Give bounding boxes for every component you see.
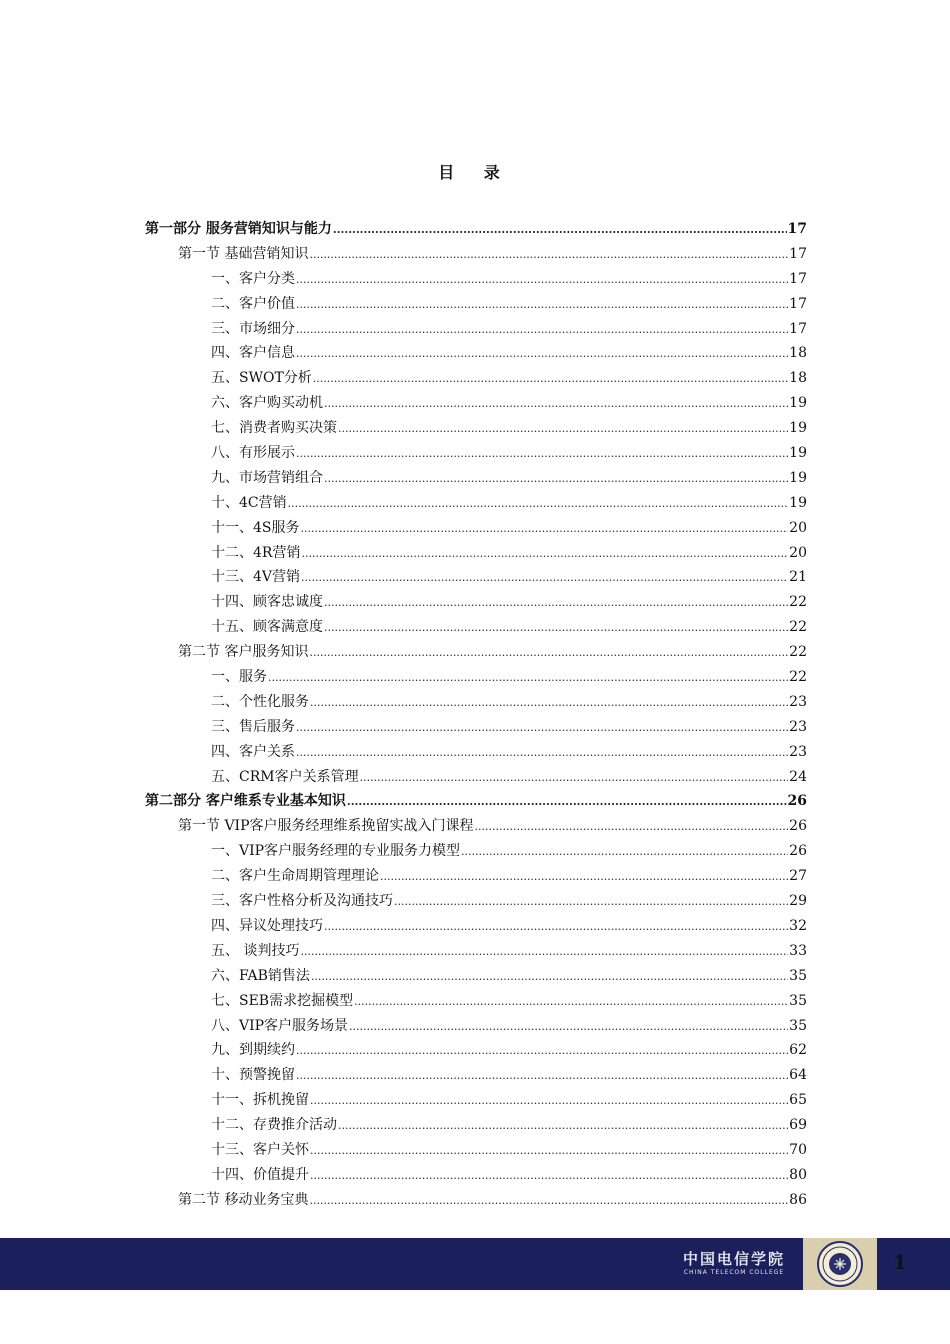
- toc-entry-page: 32: [789, 917, 807, 934]
- toc-entry[interactable]: [145, 640, 807, 665]
- toc-leader-dots: [338, 1114, 788, 1139]
- toc-entry[interactable]: [145, 665, 807, 690]
- toc-entry-page: 64: [789, 1067, 807, 1084]
- toc-entry[interactable]: [145, 541, 807, 566]
- toc-leader-dots: [296, 442, 788, 467]
- toc-entry-label: 五、CRM客户关系管理: [211, 768, 359, 785]
- toc-entry[interactable]: [145, 1188, 807, 1213]
- toc-entry-page: 27: [789, 868, 807, 885]
- toc-leader-dots: [309, 243, 788, 268]
- toc-entry[interactable]: [145, 964, 807, 989]
- toc-leader-dots: [311, 965, 788, 990]
- toc-entry-label: 十、4C营销: [211, 494, 287, 511]
- toc-entry-page: 23: [789, 718, 807, 735]
- college-seal-icon: [814, 1238, 866, 1290]
- toc-entry-label: 六、FAB销售法: [211, 967, 310, 984]
- toc-entry-page: 23: [789, 693, 807, 710]
- toc-entry[interactable]: [145, 391, 807, 416]
- toc-entry-label: 四、客户信息: [211, 345, 295, 362]
- toc-leader-dots: [310, 1164, 788, 1189]
- toc-entry[interactable]: [145, 765, 807, 790]
- toc-entry-page: 35: [789, 1017, 807, 1034]
- toc-entry-label: 三、市场细分: [211, 320, 295, 337]
- toc-entry-label: 二、个性化服务: [211, 693, 309, 710]
- toc-entry-page: 26: [789, 818, 807, 835]
- toc-entry-page: 29: [789, 893, 807, 910]
- toc-entry-page: 17: [789, 245, 807, 262]
- toc-entry[interactable]: [145, 516, 807, 541]
- toc-entry-page: 19: [789, 395, 807, 412]
- toc-entry-label: 一、客户分类: [211, 270, 295, 287]
- toc-entry-page: 26: [787, 793, 807, 810]
- college-logo-en: CHINA TELECOM COLLEGE: [683, 1269, 785, 1276]
- toc-leader-dots: [461, 840, 788, 865]
- toc-leader-dots: [309, 1189, 788, 1214]
- toc-entry-page: 19: [789, 420, 807, 437]
- toc-entry-page: 22: [789, 619, 807, 636]
- toc-entry-label: 十一、拆机挽留: [211, 1092, 309, 1109]
- toc-entry-page: 86: [789, 1191, 807, 1208]
- toc-entry-label: 一、VIP客户服务经理的专业服务力模型: [211, 843, 461, 860]
- toc-entry-label: 五、SWOT分析: [211, 370, 312, 387]
- toc-entry-page: 23: [789, 743, 807, 760]
- toc-entry-label: 六、客户购买动机: [211, 395, 323, 412]
- toc-leader-dots: [296, 716, 788, 741]
- college-logo-cn: 中国电信学院: [682, 1250, 785, 1268]
- toc-entry-label: 十三、4V营销: [211, 569, 301, 586]
- toc-entry[interactable]: [145, 864, 807, 889]
- toc-entry-label: 五、 谈判技巧: [211, 942, 300, 959]
- toc-entry[interactable]: [145, 839, 807, 864]
- toc-entry[interactable]: [145, 989, 807, 1014]
- toc-entry[interactable]: [145, 939, 807, 964]
- toc-entry-label: 四、异议处理技巧: [211, 917, 323, 934]
- toc-leader-dots: [301, 517, 789, 542]
- toc-leader-dots: [309, 641, 788, 666]
- seal-box: [803, 1238, 877, 1290]
- toc-entry-page: 35: [789, 967, 807, 984]
- toc-leader-dots: [300, 940, 788, 965]
- toc-leader-dots: [301, 566, 788, 591]
- toc-entry[interactable]: [145, 740, 807, 765]
- toc-entry-label: 十四、价值提升: [211, 1166, 309, 1183]
- toc-leader-dots: [354, 990, 788, 1015]
- toc-entry-page: 24: [789, 768, 807, 785]
- toc-entry-label: 第二节 客户服务知识: [178, 644, 309, 661]
- toc-entry-label: 一、服务: [211, 669, 267, 686]
- toc-entry-page: 65: [789, 1092, 807, 1109]
- toc-entry-label: 十、预警挽留: [211, 1067, 295, 1084]
- toc-entry-page: 69: [789, 1117, 807, 1134]
- toc-entry-label: 第一部分 服务营销知识与能力: [145, 221, 332, 237]
- toc-entry-page: 17: [787, 221, 807, 237]
- toc-leader-dots: [324, 591, 788, 616]
- toc-entry-page: 17: [789, 320, 807, 337]
- toc-entry[interactable]: [145, 789, 807, 814]
- toc-leader-dots: [324, 915, 788, 940]
- toc-entry[interactable]: [145, 416, 807, 441]
- toc-entry-label: 九、市场营销组合: [211, 469, 323, 486]
- toc-entry-page: 22: [789, 644, 807, 661]
- toc-entry[interactable]: [145, 565, 807, 590]
- toc-leader-dots: [268, 666, 788, 691]
- toc-entry-label: 十三、客户关怀: [211, 1141, 309, 1158]
- toc-entry-page: 22: [789, 669, 807, 686]
- toc-entry[interactable]: [145, 814, 807, 839]
- toc-entry[interactable]: [145, 441, 807, 466]
- toc-leader-dots: [310, 691, 788, 716]
- toc-entry[interactable]: [145, 1038, 807, 1063]
- toc-leader-dots: [296, 318, 788, 343]
- toc-entry[interactable]: [145, 1088, 807, 1113]
- toc-entry-label: 二、客户价值: [211, 295, 295, 312]
- toc-leader-dots: [333, 218, 787, 243]
- toc-entry-page: 19: [789, 469, 807, 486]
- toc-leader-dots: [296, 342, 788, 367]
- toc-entry-page: 22: [789, 594, 807, 611]
- toc-entry[interactable]: [145, 1113, 807, 1138]
- toc-entry[interactable]: [145, 590, 807, 615]
- toc-entry[interactable]: [145, 341, 807, 366]
- toc-entry-page: 70: [789, 1141, 807, 1158]
- toc-leader-dots: [338, 417, 788, 442]
- toc-leader-dots: [313, 367, 788, 392]
- toc-leader-dots: [324, 392, 788, 417]
- toc-entry-label: 七、消费者购买决策: [211, 420, 337, 437]
- toc-entry-label: 八、有形展示: [211, 445, 295, 462]
- toc-entry-label: 九、到期续约: [211, 1042, 295, 1059]
- toc-entry[interactable]: [145, 914, 807, 939]
- toc-leader-dots: [394, 890, 788, 915]
- toc-entry[interactable]: [145, 889, 807, 914]
- toc-leader-dots: [296, 1039, 788, 1064]
- toc-entry-page: 20: [789, 519, 807, 536]
- toc-leader-dots: [349, 1015, 788, 1040]
- page-number: 1: [893, 1250, 907, 1274]
- toc-entry[interactable]: [145, 317, 807, 342]
- toc-entry-label: 三、客户性格分析及沟通技巧: [211, 893, 393, 910]
- toc-entry-label: 十二、存费推介活动: [211, 1117, 337, 1134]
- toc-entry[interactable]: [145, 466, 807, 491]
- toc-leader-dots: [324, 616, 788, 641]
- toc-entry[interactable]: [145, 715, 807, 740]
- toc-entry[interactable]: [145, 267, 807, 292]
- toc-entry[interactable]: [145, 1014, 807, 1039]
- toc-entry-label: 四、客户关系: [211, 743, 295, 760]
- toc-leader-dots: [296, 268, 788, 293]
- toc-entry-page: 17: [789, 270, 807, 287]
- toc-entry-label: 十二、4R营销: [211, 544, 301, 561]
- toc-entry[interactable]: [145, 615, 807, 640]
- toc-entry-label: 第一节 VIP客户服务经理维系挽留实战入门课程: [178, 818, 474, 835]
- toc-leader-dots: [301, 542, 788, 567]
- toc-entry-label: 第二部分 客户维系专业基本知识: [145, 793, 346, 810]
- college-logo: [668, 1250, 800, 1277]
- toc-entry[interactable]: [145, 292, 807, 317]
- toc-leader-dots: [288, 492, 789, 517]
- toc-entry[interactable]: [145, 1063, 807, 1088]
- toc-entry[interactable]: [145, 1138, 807, 1163]
- toc-entry-page: 80: [789, 1166, 807, 1183]
- toc-entry-page: 19: [789, 445, 807, 462]
- toc-leader-dots: [310, 1089, 788, 1114]
- toc-leader-dots: [296, 741, 788, 766]
- toc-entry-label: 七、SEB需求挖掘模型: [211, 992, 354, 1009]
- toc-leader-dots: [296, 1064, 788, 1089]
- toc-title: 目 录: [438, 163, 512, 182]
- toc-entry[interactable]: [145, 242, 807, 267]
- toc-entry-label: 三、售后服务: [211, 718, 295, 735]
- toc-entry-page: 35: [789, 992, 807, 1009]
- toc-leader-dots: [380, 865, 788, 890]
- toc-entry-page: 18: [789, 345, 807, 362]
- toc-entry-label: 第一节 基础营销知识: [178, 245, 309, 262]
- table-of-contents: [145, 217, 807, 1213]
- toc-entry-page: 18: [789, 370, 807, 387]
- toc-entry-page: 21: [789, 569, 807, 586]
- toc-entry-label: 十一、4S服务: [211, 519, 300, 536]
- toc-entry-page: 33: [789, 942, 807, 959]
- toc-leader-dots: [475, 815, 789, 840]
- toc-entry-page: 19: [789, 494, 807, 511]
- toc-entry-label: 十四、顾客忠诚度: [211, 594, 323, 611]
- toc-entry-label: 二、客户生命周期管理理论: [211, 868, 379, 885]
- toc-leader-dots: [296, 293, 788, 318]
- toc-leader-dots: [324, 467, 788, 492]
- toc-entry-label: 第二节 移动业务宝典: [178, 1191, 309, 1208]
- toc-entry-label: 八、VIP客户服务场景: [211, 1017, 349, 1034]
- toc-entry[interactable]: [145, 1163, 807, 1188]
- toc-entry-label: 十五、顾客满意度: [211, 619, 323, 636]
- toc-leader-dots: [310, 1139, 788, 1164]
- toc-entry[interactable]: [145, 690, 807, 715]
- toc-entry-page: 20: [789, 544, 807, 561]
- toc-entry[interactable]: [145, 491, 807, 516]
- toc-entry-page: 26: [789, 843, 807, 860]
- toc-entry[interactable]: [145, 366, 807, 391]
- toc-leader-dots: [360, 766, 789, 791]
- toc-entry-page: 17: [789, 295, 807, 312]
- toc-leader-dots: [347, 790, 787, 815]
- toc-entry-page: 62: [789, 1042, 807, 1059]
- toc-entry[interactable]: [145, 217, 807, 242]
